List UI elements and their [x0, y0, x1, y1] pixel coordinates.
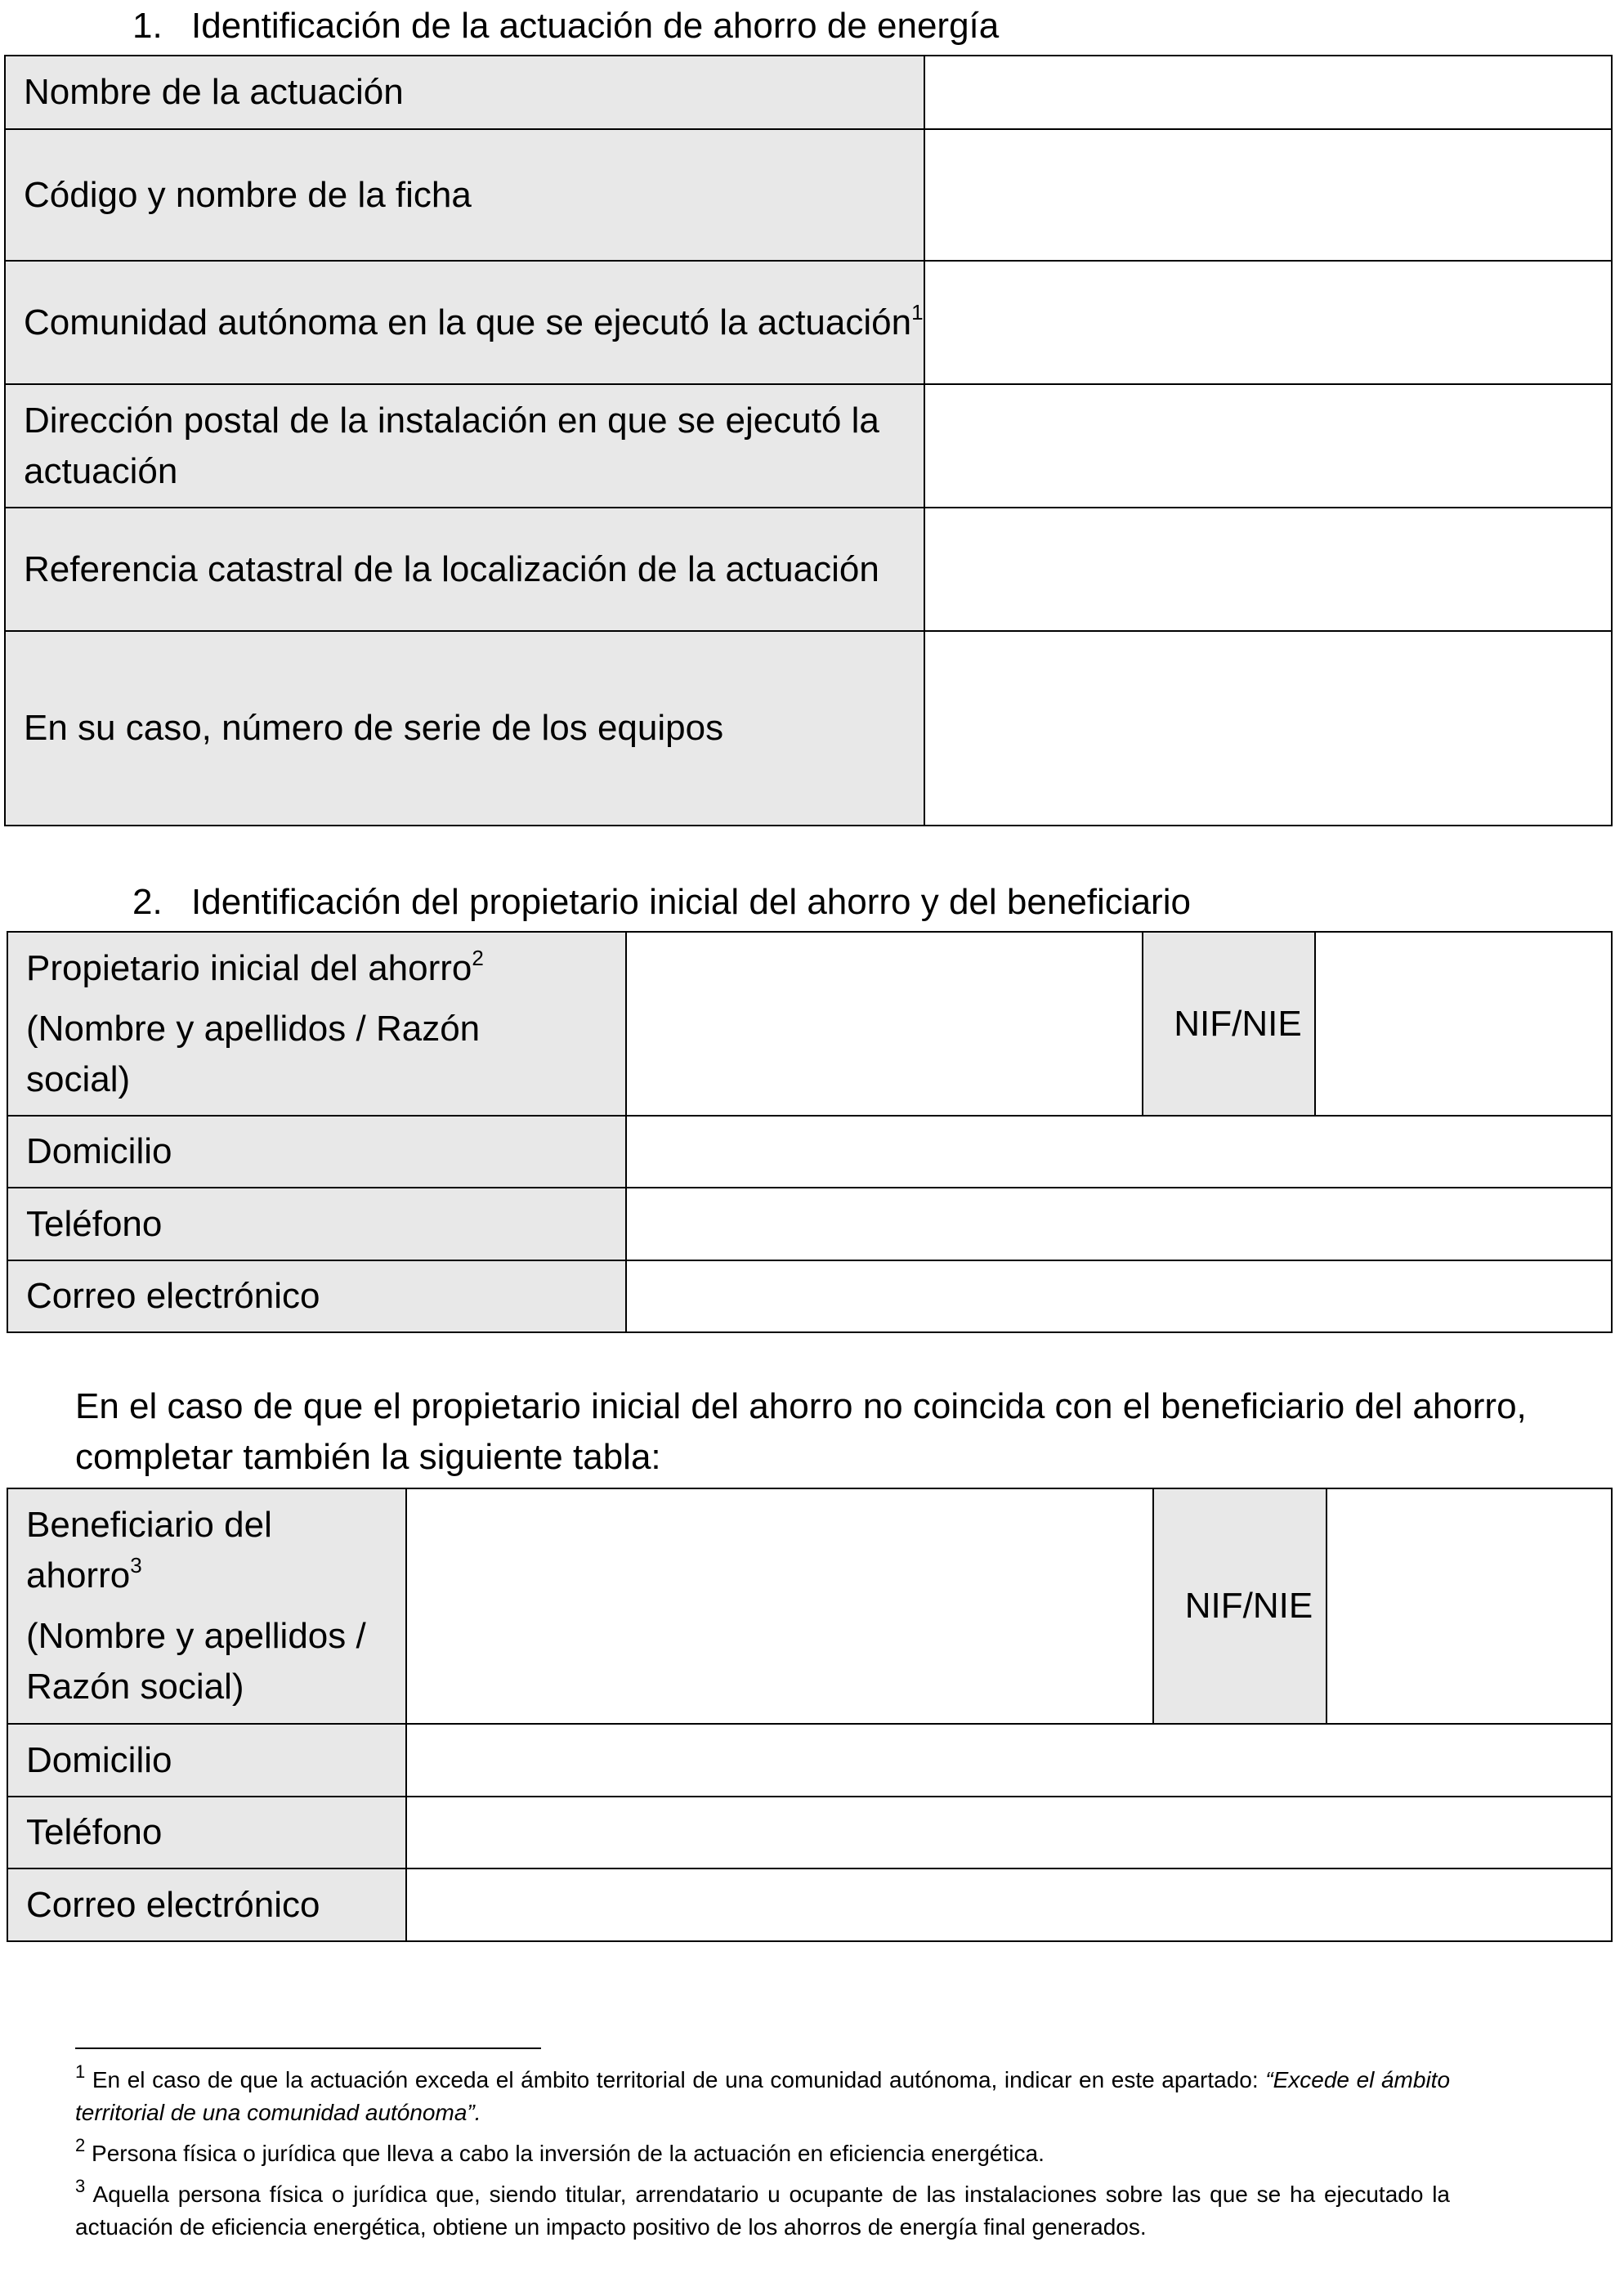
section-2-heading [132, 881, 1191, 924]
footnote-ref-3: 3 [130, 1553, 142, 1578]
section-2-number: 2. [132, 882, 163, 922]
label-owner-phone: Teléfono [7, 1188, 626, 1260]
section-2-title: Identificación del propietario inicial del ahorro y del beneficiario [191, 882, 1191, 922]
owner-address-field[interactable] [626, 1116, 1612, 1188]
action-identification-table [4, 55, 1613, 826]
label-beneficiary-phone: Teléfono [7, 1797, 406, 1868]
beneficiary-nif-label: NIF/NIE [1153, 1488, 1326, 1724]
footnote-ref-2: 2 [472, 945, 484, 970]
label-owner-email: Correo electrónico [7, 1260, 626, 1332]
autonomous-community-field[interactable] [924, 261, 1612, 384]
label-beneficiary-email: Correo electrónico [7, 1868, 406, 1941]
section-1-heading [132, 5, 999, 47]
beneficiary-table [7, 1488, 1613, 1942]
label-sheet-code: Código y nombre de la ficha [5, 129, 924, 261]
owner-name-field[interactable] [626, 932, 1143, 1116]
owner-nif-field[interactable] [1315, 932, 1612, 1116]
beneficiary-email-field[interactable] [406, 1868, 1612, 1941]
sheet-code-field[interactable] [924, 129, 1612, 261]
footnote-separator [75, 2047, 541, 2049]
label-postal-address: Dirección postal de la instalación en que se ejecutó la actuación [5, 384, 924, 508]
owner-nif-label: NIF/NIE [1143, 932, 1315, 1116]
owner-email-field[interactable] [626, 1260, 1612, 1332]
beneficiary-name-field[interactable] [406, 1488, 1153, 1724]
footnote-2: $^2$ Persona física o jurídica que lleva a cabo la inversión de la actuación en eficiencia energética. [75, 2135, 1045, 2166]
label-beneficiary-address: Domicilio [7, 1724, 406, 1797]
owner-phone-field[interactable] [626, 1188, 1612, 1260]
beneficiary-address-field[interactable] [406, 1724, 1612, 1797]
section-1-title: Identificación de la actuación de ahorro de energía [191, 6, 1000, 46]
label-owner: Propietario inicial del ahorro$^2$ (Nombre y apellidos / Razón social) [7, 932, 626, 1116]
action-name-field[interactable] [924, 56, 1612, 129]
beneficiary-nif-field[interactable] [1326, 1488, 1612, 1724]
footnotes [75, 2061, 1451, 2252]
label-cadastral-reference: Referencia catastral de la localización de la actuación [5, 508, 924, 631]
footnote-1: $^1$ En el caso de que la actuación exceda el ámbito territorial de una comunidad autónoma, indicar en este apartado: “Excede el ámbito territorial de una comunidad autónoma”. [75, 2061, 1451, 2125]
serial-number-field[interactable] [924, 631, 1612, 826]
footnote-3: $^3$ Aquella persona física o jurídica que, siendo titular, arrendatario u ocupante de las instalaciones sobre las que se ha ejecutado la actuación de eficiencia energética, obtiene un impacto positivo de los ahorros de energía final generados. [75, 2176, 1451, 2240]
label-beneficiary: Beneficiario del ahorro$^3$ (Nombre y apellidos / Razón social) [7, 1488, 406, 1724]
footnote-ref-1: 1 [911, 299, 924, 324]
owner-table [7, 931, 1613, 1333]
label-owner-address: Domicilio [7, 1116, 626, 1188]
beneficiary-note: En el caso de que el propietario inicial del ahorro no coincida con el beneficiario del ahorro, completar también la siguiente tabla: [75, 1386, 1527, 1477]
postal-address-field[interactable] [924, 384, 1612, 508]
beneficiary-phone-field[interactable] [406, 1797, 1612, 1868]
label-action-name: Nombre de la actuación [5, 56, 924, 129]
label-serial-number: En su caso, número de serie de los equipos [5, 631, 924, 826]
section-1-number: 1. [132, 6, 163, 46]
label-autonomous-community: Comunidad autónoma en la que se ejecutó la actuación$^1$ [5, 261, 924, 384]
cadastral-reference-field[interactable] [924, 508, 1612, 631]
